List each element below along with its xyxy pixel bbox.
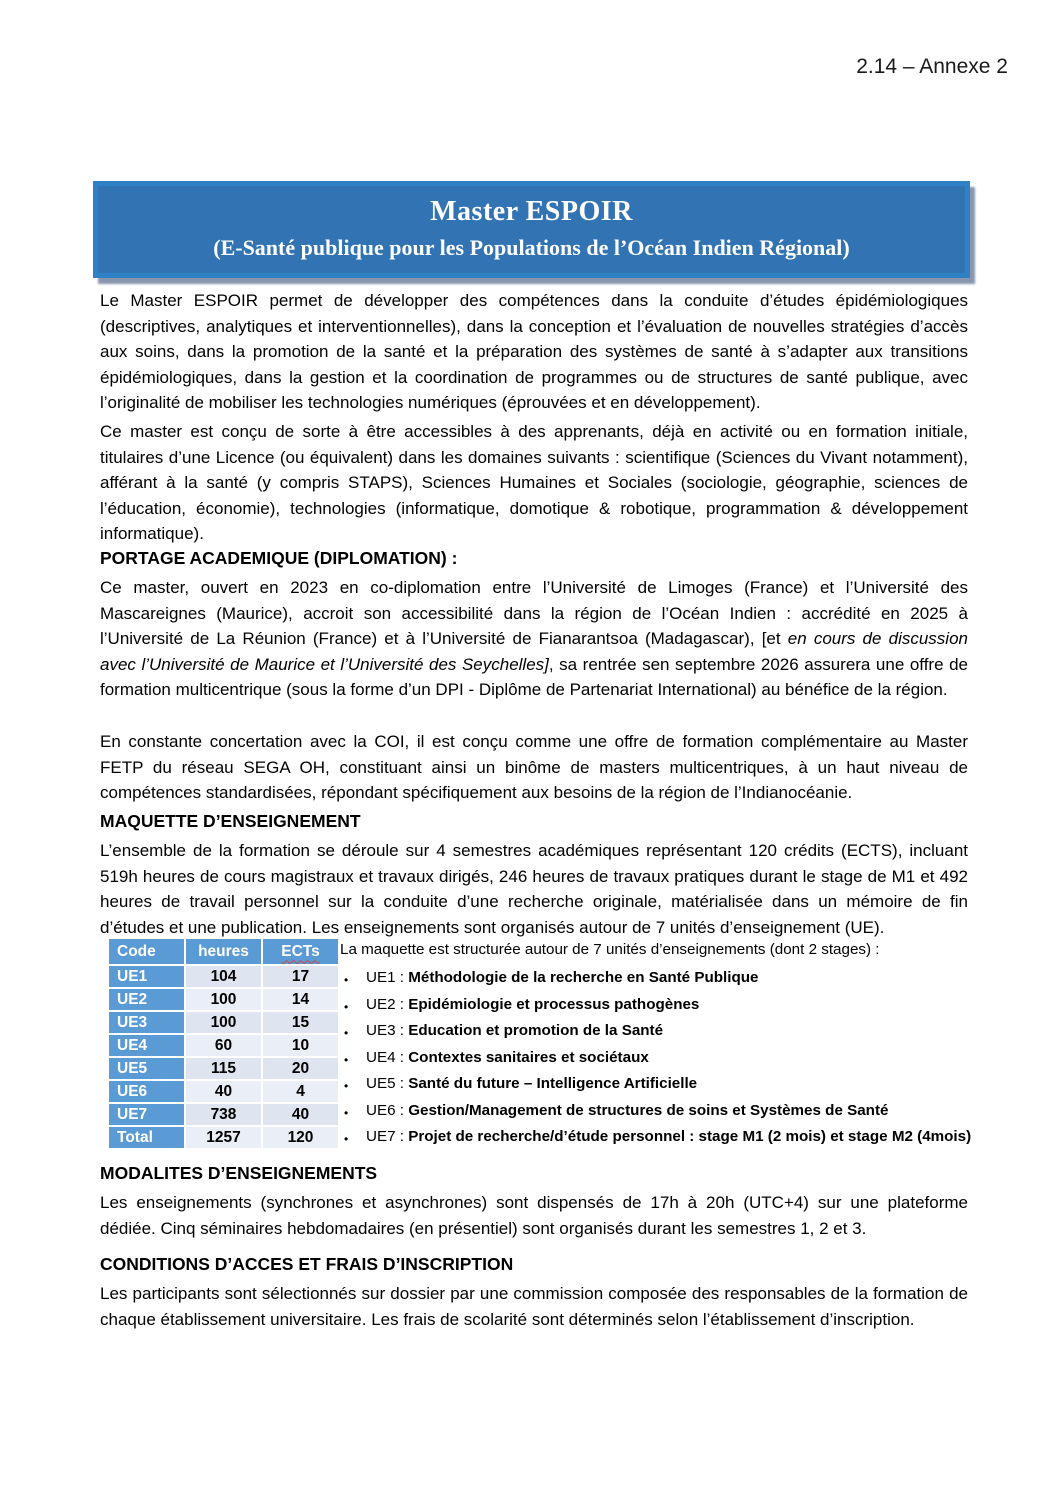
ue-title: Projet de recherche/d’étude personnel : stage M1 (2 mois) et stage M2 (4mois) (408, 1128, 972, 1145)
bullet-icon: • (344, 1079, 349, 1093)
table-cell-ects: 4 (262, 1080, 339, 1103)
table-row (108, 1034, 339, 1057)
table-row (108, 988, 339, 1011)
table-row (108, 965, 339, 988)
document-subtitle: (E-Santé publique pour les Populations de l’Océan Indien Régional) (213, 235, 850, 260)
table-cell-code: UE7 (108, 1103, 185, 1126)
intro-paragraph-1: Le Master ESPOIR permet de développer des compétences dans la conduite d’études épidémiologiques (descriptives, analytiques et interventionnelles), dans la conception et l’évaluation de nouvelles stratégies d’accès aux soins, dans la promotion de la santé et la préparation des systèmes de santé à s’adapter aux transitions épidémiologiques, dans la gestion et la coordination de programmes ou de structures de santé publique, avec l’originalité de mobiliser les technologies numériques (éprouvées et en développement). (100, 291, 968, 412)
modalites-heading: MODALITES D’ENSEIGNEMENTS (100, 1163, 378, 1183)
table-cell-heures: 100 (185, 988, 262, 1011)
conditions-heading: CONDITIONS D’ACCES ET FRAIS D’INSCRIPTION (100, 1254, 514, 1274)
table-row (108, 1011, 339, 1034)
ue-description-column (340, 941, 974, 1156)
portage-paragraph (100, 575, 968, 703)
ue-prefix: UE4 : (366, 1048, 409, 1066)
portage-text-after: , sa rentrée sen septembre 2026 assurera une offre de formation multicentrique (sous la forme d’un DPI - Diplôme de Partenariat International) au bénéfice de la région. (100, 654, 969, 699)
conditions-paragraph: Les participants sont sélectionnés sur dossier par une commission composée des responsables de la formation de chaque établissement universitaire. Les frais de scolarité sont déterminés selon l’établissement d’inscription. (100, 1284, 968, 1329)
bullet-icon: • (344, 1052, 349, 1067)
table-header-code: Code (108, 938, 185, 965)
bullet-icon: • (344, 999, 349, 1014)
table-cell-heures: 738 (185, 1103, 262, 1126)
bullet-icon: • (344, 1105, 349, 1120)
maquette-paragraph: L’ensemble de la formation se déroule sur 4 semestres académiques représentant 120 crédits (ECTS), incluant 519h heures de cours magistraux et travaux dirigés, 246 heures de travaux pratiques durant le stage de M1 et 492 heures de travail personnel sur la conduite d’une recherche originale, matérialisée dans un mémoire de fin d’études et une publication. Les enseignements sont organisés autour de 7 unités d’enseignement (UE). (100, 841, 968, 937)
table-cell-heures: 40 (185, 1080, 262, 1103)
concertation-paragraph: En constante concertation avec la COI, il est conçu comme une offre de formation complémentaire au Master FETP du réseau SEGA OH, constituant ainsi un binôme de masters multicentriques, à un haut niveau de compétences standardisées, répondant spécifiquement aux besoins de la région de l’Indianocéanie. (100, 732, 968, 802)
table-cell-ects: 10 (262, 1034, 339, 1057)
table-cell-ects: 15 (262, 1011, 339, 1034)
table-row (108, 1103, 339, 1126)
list-item (340, 970, 974, 986)
maquette-heading: MAQUETTE D’ENSEIGNEMENT (100, 811, 361, 831)
portage-text-italic: en cours de discussion avec l’Université de Maurice et l’Université des Seychelles] (100, 629, 968, 674)
ue-prefix: UE1 : (366, 969, 409, 986)
table-row (108, 1080, 339, 1103)
table-row (108, 1057, 339, 1080)
list-item (340, 997, 974, 1013)
table-cell-heures: 1257 (185, 1126, 262, 1149)
ue-prefix: UE7 : (366, 1128, 409, 1145)
table-cell-code: UE2 (108, 988, 185, 1011)
portage-heading: PORTAGE ACADEMIQUE (DIPLOMATION) : (100, 548, 458, 568)
annex-label: 2.14 – Annexe 2 (856, 55, 1008, 78)
bullet-icon: • (344, 1132, 349, 1146)
ue-prefix: UE2 : (366, 995, 409, 1013)
list-item (340, 1103, 974, 1119)
intro-paragraph-2: Ce master est conçu de sorte à être accessibles à des apprenants, déjà en activité ou en formation initiale, titulaires d’une Licence (ou équivalent) dans les domaines suivants : scientifique (Sciences du Vivant notamment), afférant à la santé (y compris STAPS), Sciences Humaines et Sociales (sociologie, géographie, sciences de l’éducation, économie), technologies (informatique, domotique & robotique, programmation & développement informatique). (100, 422, 968, 543)
ue-title: Gestion/Management de structures de soins et Systèmes de Santé (408, 1101, 889, 1119)
table-header-heures: heures (185, 938, 262, 965)
document-title: Master ESPOIR (430, 196, 633, 227)
table-cell-ects: 20 (262, 1057, 339, 1080)
table-header-ects: ECTs (281, 942, 320, 960)
modalites-paragraph: Les enseignements (synchrones et asynchrones) sont dispensés de 17h à 20h (UTC+4) sur une plateforme dédiée. Cinq séminaires hebdomadaires (en présentiel) sont organisés durant les semestres 1, 2 et 3. (100, 1193, 968, 1238)
table-cell-ects: 17 (262, 965, 339, 988)
ue-list-intro: La maquette est structurée autour de 7 unités d’enseignements (dont 2 stages) : (340, 941, 880, 958)
table-header-row (108, 938, 339, 965)
table-cell-ects: 14 (262, 988, 339, 1011)
table-cell-heures: 104 (185, 965, 262, 988)
list-item (340, 1076, 974, 1092)
table-cell-code: UE3 (108, 1011, 185, 1034)
title-banner (93, 181, 970, 278)
ue-prefix: UE3 : (366, 1022, 409, 1039)
table-cell-code: UE6 (108, 1080, 185, 1103)
table-cell-code: UE5 (108, 1057, 185, 1080)
ue-prefix: UE6 : (366, 1101, 409, 1119)
ue-list (340, 970, 974, 1145)
list-item (340, 1023, 974, 1039)
table-cell-heures: 115 (185, 1057, 262, 1080)
table-cell-heures: 60 (185, 1034, 262, 1057)
ue-title: Méthodologie de la recherche en Santé Publique (408, 969, 759, 986)
ue-title: Santé du future – Intelligence Artificielle (408, 1075, 698, 1092)
ue-title: Epidémiologie et processus pathogènes (408, 995, 700, 1013)
ue-prefix: UE5 : (366, 1075, 409, 1092)
table-cell-ects: 40 (262, 1103, 339, 1126)
ue-title: Contextes sanitaires et sociétaux (408, 1048, 649, 1066)
table-total-row (108, 1126, 339, 1149)
table-cell-code: UE4 (108, 1034, 185, 1057)
table-cell-ects: 120 (262, 1126, 339, 1149)
table-cell-code: UE1 (108, 965, 185, 988)
table-cell-code: Total (108, 1126, 185, 1149)
ue-title: Education et promotion de la Santé (408, 1022, 664, 1039)
bullet-icon: • (344, 973, 349, 987)
portage-text-before: Ce master, ouvert en 2023 en co-diplomation entre l’Université de Limoges (France) et l’Université des Mascareignes (Maurice), accroit son accessibilité dans la région de l’Océan Indien : accrédité en 2025 à l’Université de La Réunion (France) et à l’Université de Fianarantsoa (Madagascar), [et (100, 578, 968, 648)
table-cell-heures: 100 (185, 1011, 262, 1034)
credits-table (107, 937, 340, 1150)
bullet-icon: • (344, 1026, 349, 1040)
list-item (340, 1129, 974, 1145)
list-item (340, 1050, 974, 1066)
